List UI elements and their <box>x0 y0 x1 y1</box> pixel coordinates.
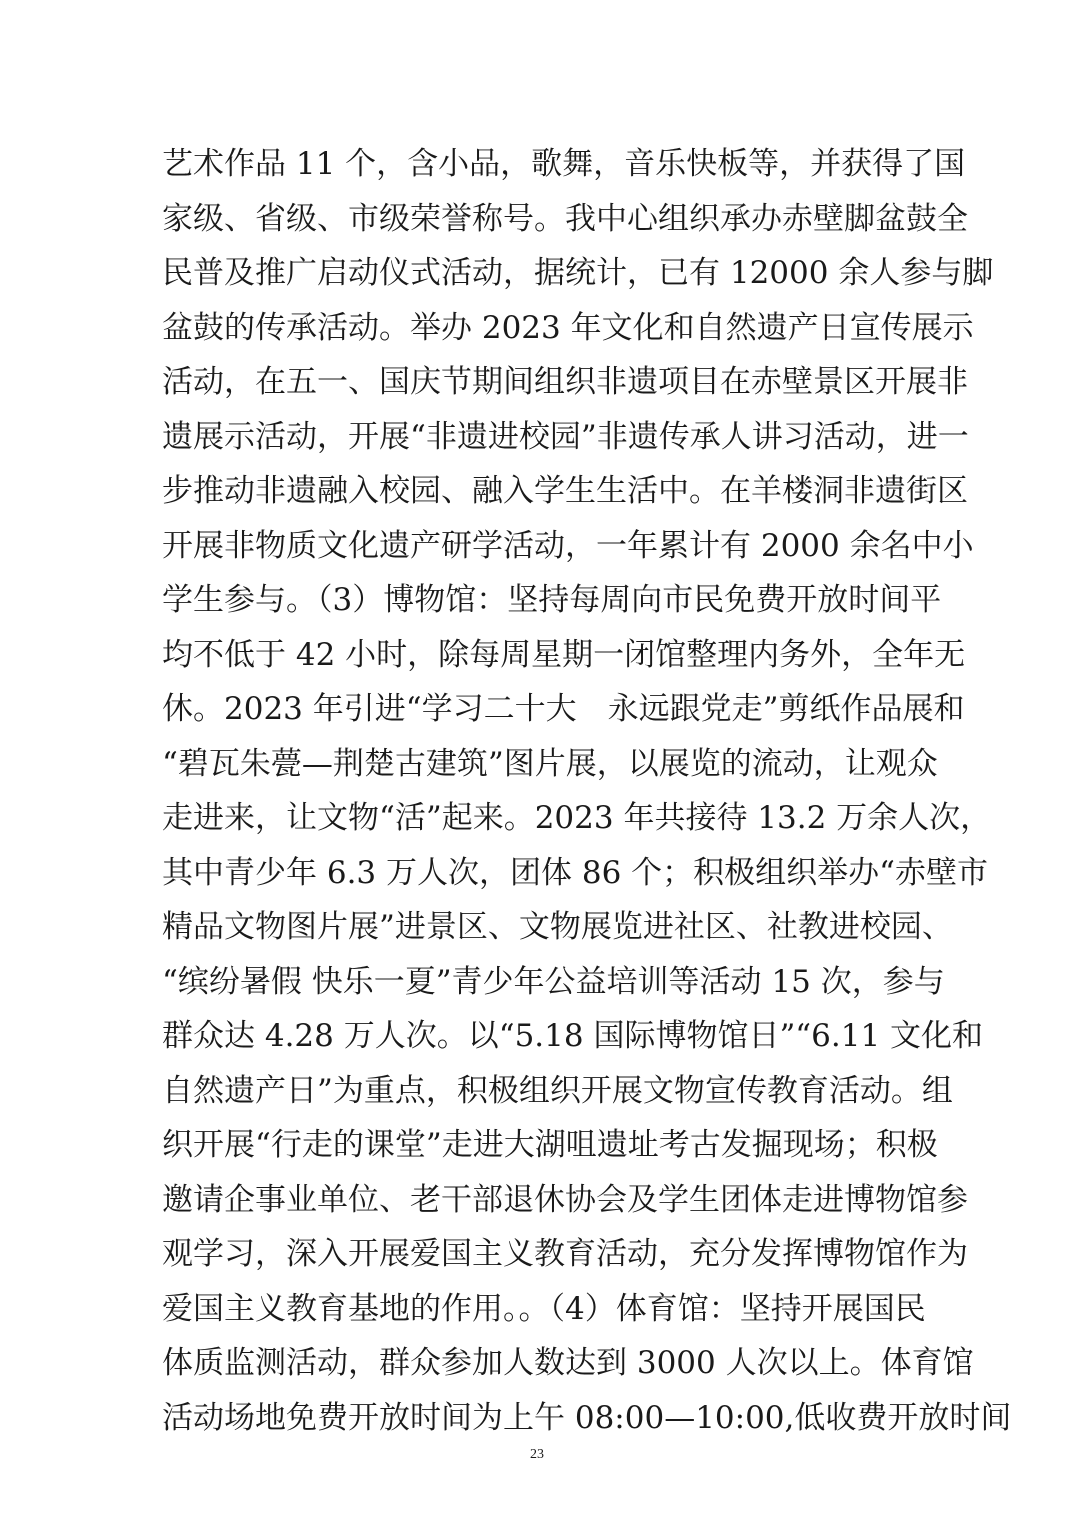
text-line: 艺术作品 11 个，含小品，歌舞，音乐快板等，并获得了国 <box>162 146 966 182</box>
page-number: 23 <box>530 1447 544 1462</box>
text-line: 走进来，让文物“活”起来。2023 年共接待 13.2 万余人次， <box>162 800 992 836</box>
text-line: 学生参与。（3）博物馆：坚持每周向市民免费开放时间平 <box>162 582 942 618</box>
text-line: 体质监测活动，群众参加人数达到 3000 人次以上。体育馆 <box>162 1345 974 1381</box>
text-line: 盆鼓的传承活动。举办 2023 年文化和自然遗产日宣传展示 <box>162 309 974 346</box>
text-line: 自然遗产日”为重点，积极组织开展文物宣传教育活动。组 <box>162 1072 953 1109</box>
text-line: 家级、省级、市级荣誉称号。我中心组织承办赤壁脚盆鼓全 <box>162 200 968 237</box>
text-line: 群众达 4.28 万人次。以“5.18 国际博物馆日”“6.11 文化和 <box>162 1018 984 1054</box>
text-line: “碧瓦朱甍—荆楚古建筑”图片展，以展览的流动，让观众 <box>162 745 938 782</box>
text-line: 开展非物质文化遗产研学活动，一年累计有 2000 余名中小 <box>162 527 974 564</box>
text-line: 邀请企事业单位、老干部退休协会及学生团体走进博物馆参 <box>162 1181 968 1218</box>
text-line: 遗展示活动，开展“非遗进校园”非遗传承人讲习活动，进一 <box>162 418 969 455</box>
body-text <box>162 137 1012 1445</box>
text-line: “缤纷暑假 快乐一夏”青少年公益培训等活动 15 次，参与 <box>162 963 945 1000</box>
text-line: 爱国主义教育基地的作用。。（4）体育馆：坚持开展国民 <box>162 1290 926 1327</box>
text-line: 精品文物图片展”进景区、文物展览进社区、社教进校园、 <box>162 909 953 945</box>
text-line: 步推动非遗融入校园、融入学生生活中。在羊楼洞非遗街区 <box>162 473 968 509</box>
text-line: 织开展“行走的课堂”走进大湖咀遗址考古发掘现场；积极 <box>162 1127 938 1163</box>
text-line: 其中青少年 6.3 万人次，团体 86 个；积极组织举办“赤壁市 <box>162 854 989 891</box>
text-line: 活动，在五一、国庆节期间组织非遗项目在赤壁景区开展非 <box>162 364 968 400</box>
text-line: 民普及推广启动仪式活动，据统计，已有 12000 余人参与脚 <box>162 255 994 291</box>
text-line: 均不低于 42 小时，除每周星期一闭馆整理内务外，全年无 <box>162 636 966 673</box>
text-line: 休。2023 年引进“学习二十大 永远跟党走”剪纸作品展和 <box>162 691 965 727</box>
text-line: 观学习，深入开展爱国主义教育活动，充分发挥博物馆作为 <box>162 1236 968 1272</box>
text-line: 活动场地免费开放时间为上午 08:00—10:00,低收费开放时间 <box>162 1399 1012 1436</box>
